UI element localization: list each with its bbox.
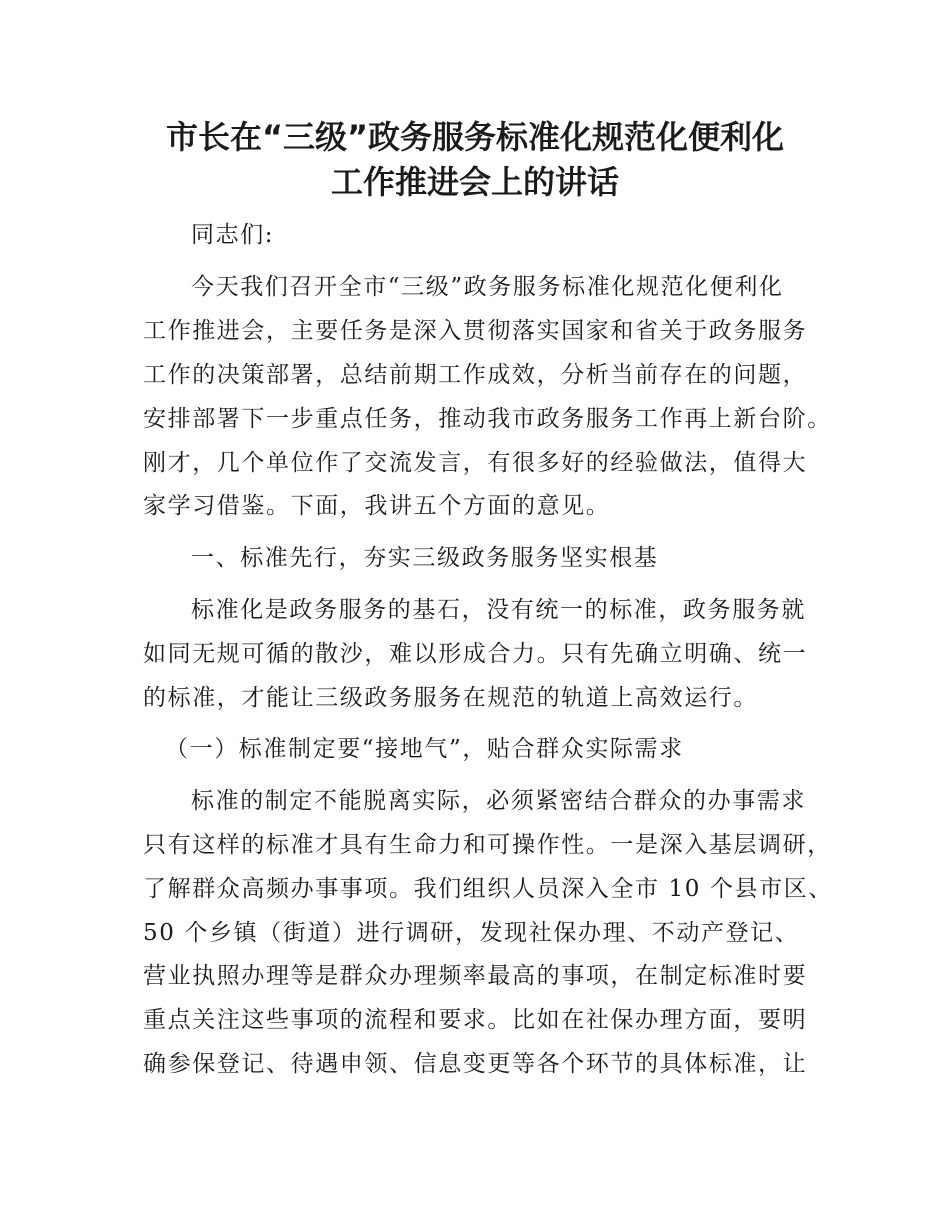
paragraph-line: 标准化是政务服务的基石，没有统一的标准，政务服务就 — [191, 597, 806, 623]
paragraph-line: 的标准，才能让三级政务服务在规范的轨道上高效运行。 — [143, 685, 758, 711]
paragraph-line: 家学习借鉴。下面，我讲五个方面的意见。 — [143, 493, 611, 519]
paragraph-line: 刚才，几个单位作了交流发言，有很多好的经验做法，值得大 — [143, 450, 808, 476]
salutation: 同志们: — [191, 222, 275, 248]
paragraph-line: 工作的决策部署，总结前期工作成效，分析当前存在的问题， — [143, 362, 808, 388]
paragraph-line: 只有这样的标准才具有生命力和可操作性。一是深入基层调研， — [143, 832, 832, 858]
title-line-1: 市长在“三级”政务服务标准化规范化便利化 — [165, 118, 785, 156]
paragraph-line: 工作推进会，主要任务是深入贯彻落实国家和省关于政务服务 — [143, 318, 808, 344]
paragraph-line: 确参保登记、待遇申领、信息变更等各个环节的具体标准，让 — [143, 1051, 808, 1077]
paragraph-line: 标准的制定不能脱离实际，必须紧密结合群众的办事需求 — [191, 788, 806, 814]
paragraph-line: 安排部署下一步重点任务，推动我市政务服务工作再上新台阶。 — [143, 406, 832, 432]
paragraph-line: 50 个乡镇（街道）进行调研，发现社保办理、不动产登记、 — [143, 920, 800, 946]
paragraph-line: 今天我们召开全市“三级”政务服务标准化规范化便利化 — [191, 274, 784, 300]
paragraph-line: 营业执照办理等是群众办理频率最高的事项，在制定标准时要 — [143, 963, 808, 989]
subsection-heading: （一）标准制定要“接地气”，贴合群众实际需求 — [165, 736, 684, 762]
title-line-2: 工作推进会上的讲话 — [330, 163, 619, 201]
paragraph-line: 如同无规可循的散沙，难以形成合力。只有先确立明确、统一 — [143, 641, 808, 667]
paragraph-line: 了解群众高频办事事项。我们组织人员深入全市 10 个县市区、 — [143, 876, 833, 902]
section-heading: 一、标准先行，夯实三级政务服务坚实根基 — [191, 545, 659, 571]
paragraph-line: 重点关注这些事项的流程和要求。比如在社保办理方面，要明 — [143, 1007, 808, 1033]
